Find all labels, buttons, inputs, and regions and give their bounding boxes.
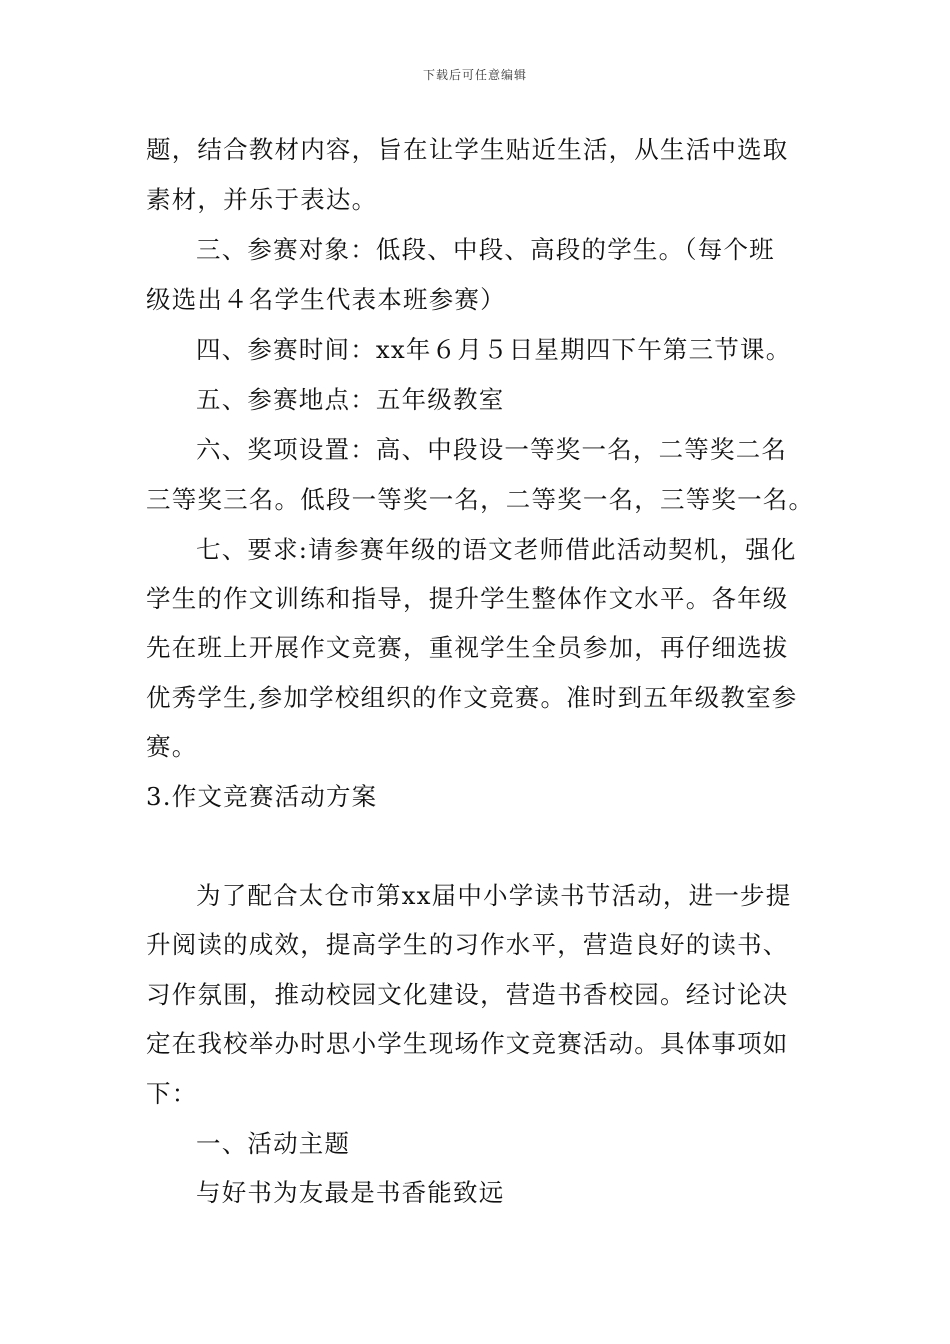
text-line: 级选出４名学生代表本班参赛） [146,285,506,314]
text-line: 赛。 [146,732,198,761]
text-line: 优秀学生,参加学校组织的作文竞赛。准时到五年级教室参 [146,683,798,712]
text-line: 素材，并乐于表达。 [146,185,378,214]
text-line: 七、要求:请参赛年级的语文老师借此活动契机，强化 [196,535,797,564]
text-line: 下： [146,1079,198,1108]
page-header: 下载后可任意编辑 [422,68,527,82]
text-line: 三、参赛对象：低段、中段、高段的学生。（每个班 [196,235,775,264]
text-line: 题，结合教材内容，旨在让学生贴近生活，从生活中选取 [146,135,789,164]
text-line: 三等奖三名。低段一等奖一名，二等奖一名，三等奖一名。 [146,485,815,514]
text-line: 五、参赛地点：五年级教室 [196,385,505,414]
text-line: 四、参赛时间：xx年６月５日星期四下午第三节课。 [196,335,792,364]
text-line: 升阅读的成效，提高学生的习作水平，营造良好的读书、 [146,930,789,959]
section-heading: 3.作文竞赛活动方案 [146,782,378,811]
text-line: 习作氛围，推动校园文化建设，营造书香校园。经讨论决 [146,980,789,1009]
text-line: 与好书为友最是书香能致远 [196,1178,505,1207]
text-line: 先在班上开展作文竞赛，重视学生全员参加，再仔细选拔 [146,633,789,662]
text-line: 定在我校举办时思小学生现场作文竞赛活动。具体事项如 [146,1029,789,1058]
text-line: 为了配合太仓市第xx届中小学读书节活动，进一步提 [196,881,792,910]
text-line: 学生的作文训练和指导，提升学生整体作文水平。各年级 [146,584,789,613]
text-line: 六、奖项设置：高、中段设一等奖一名，二等奖二名 [196,435,788,464]
text-line: 一、活动主题 [196,1129,351,1158]
